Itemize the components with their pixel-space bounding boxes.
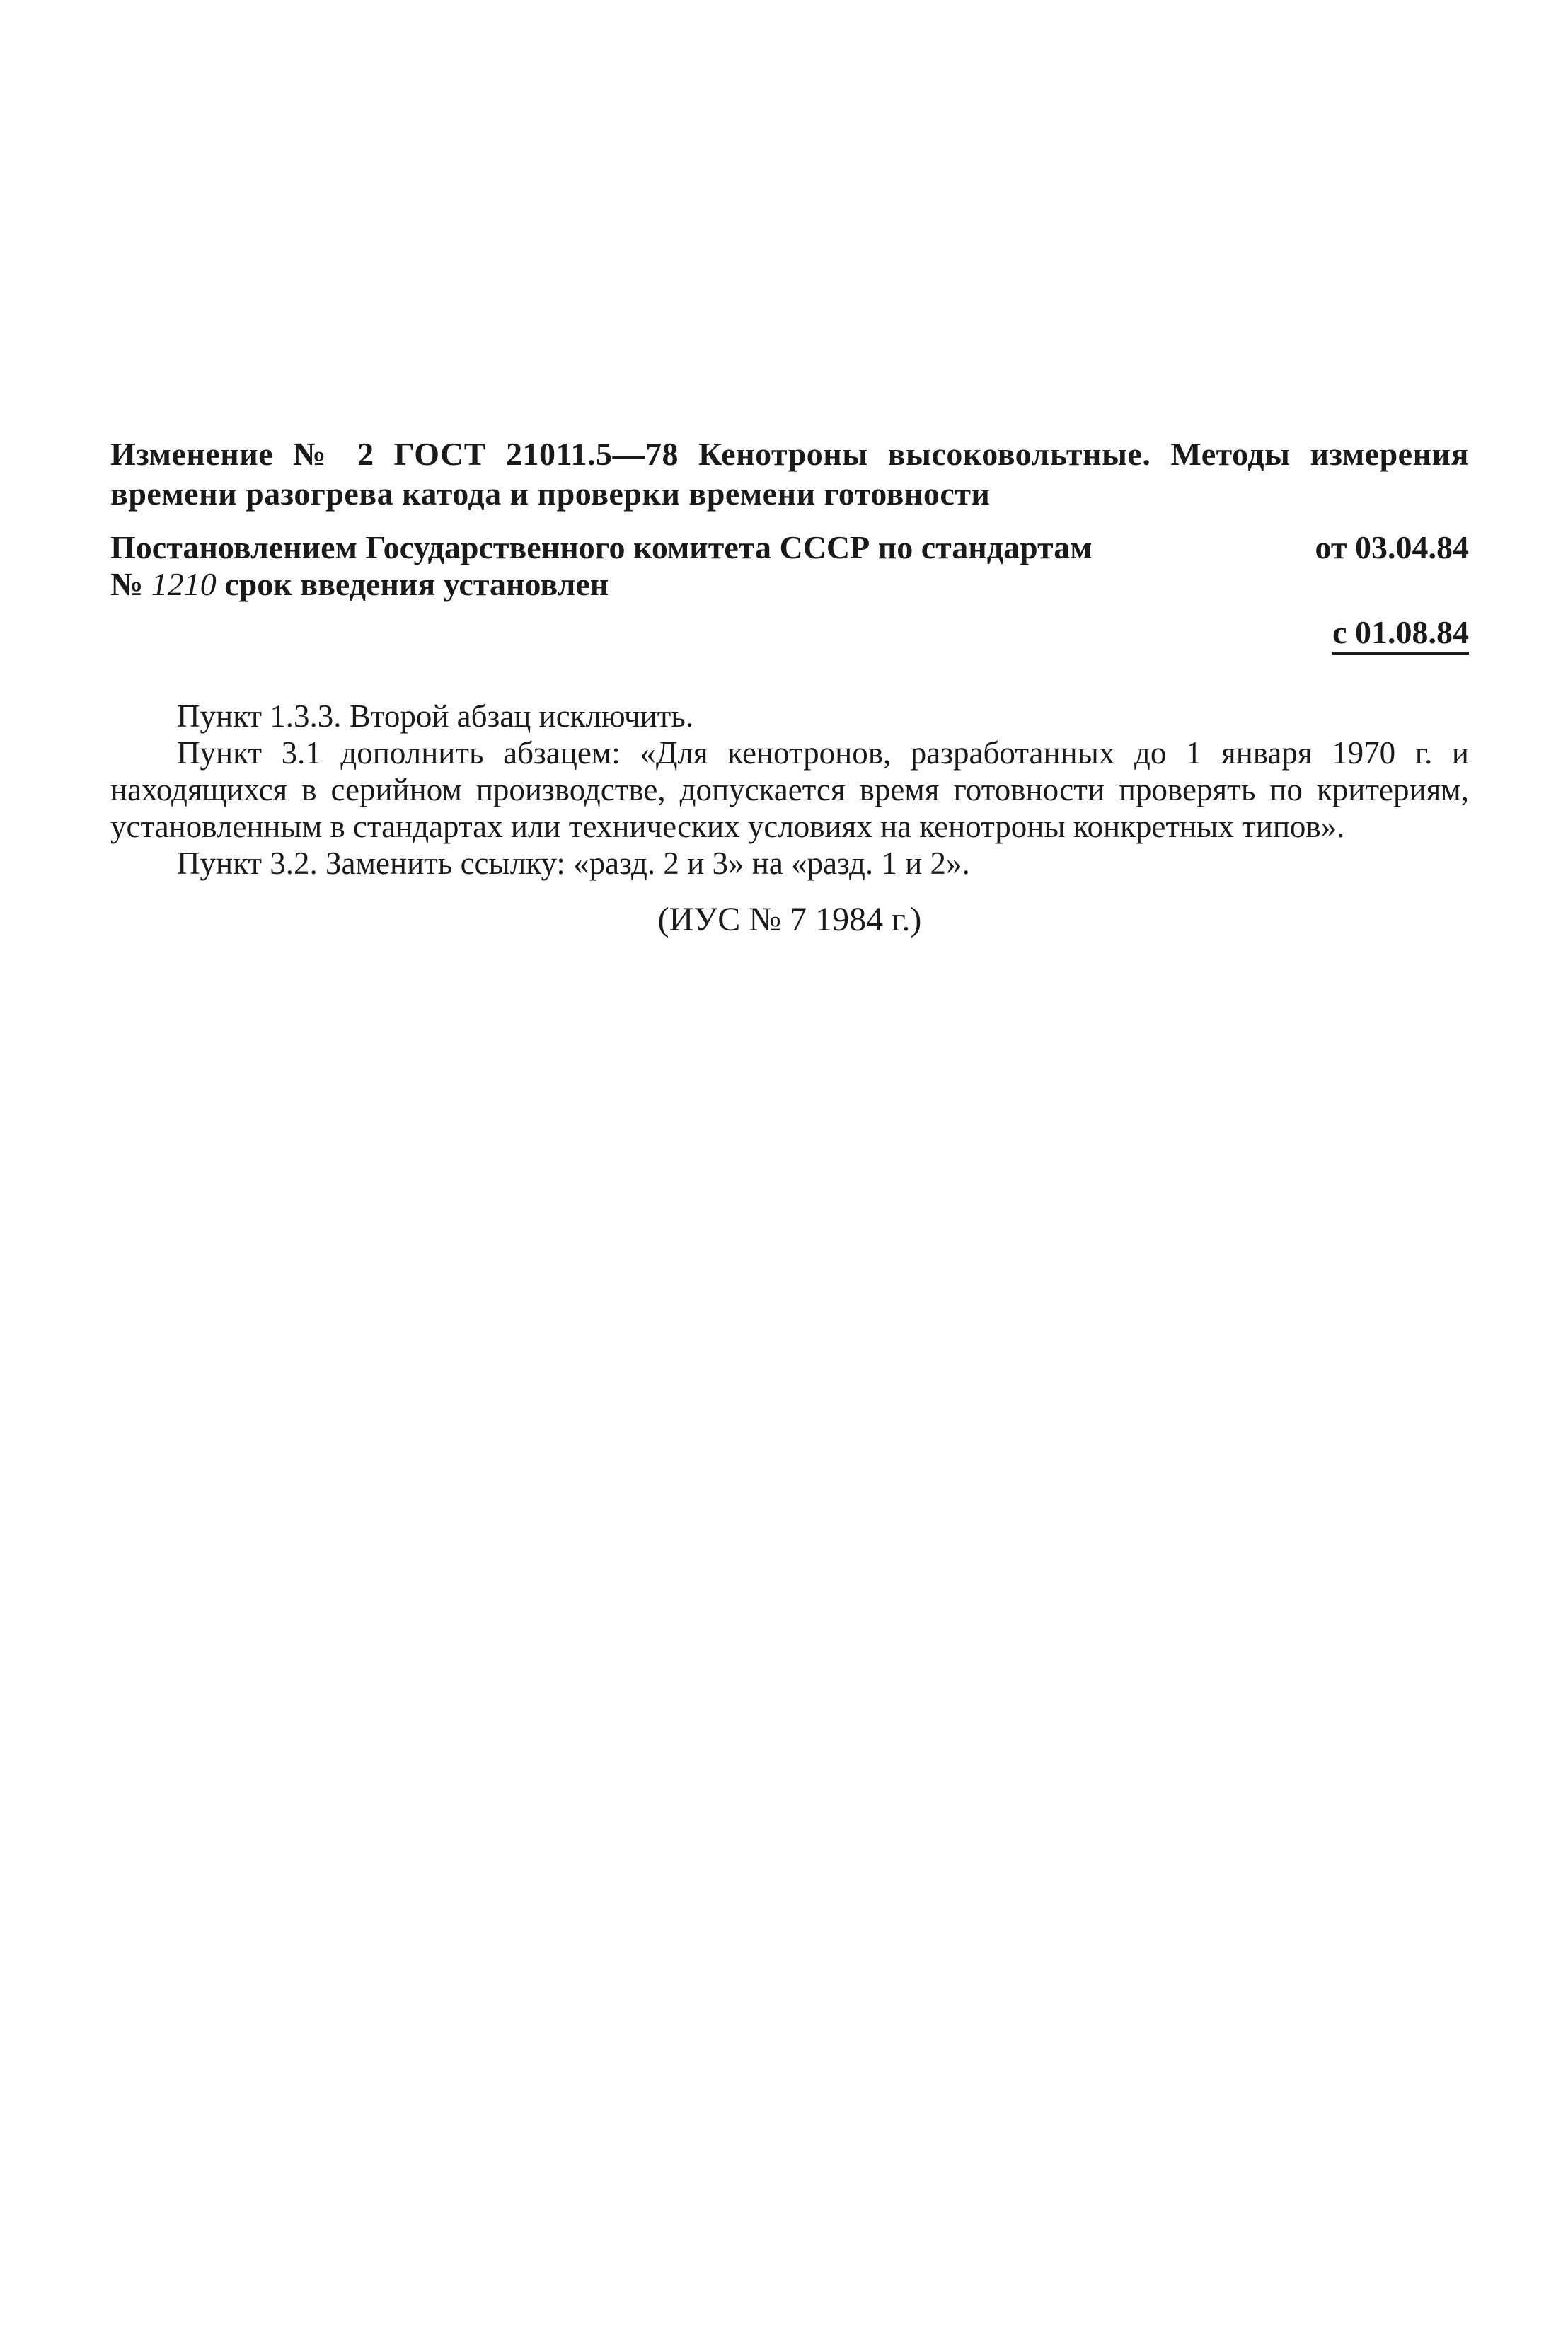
- decree-authority: Постановлением Государственного комитета СССР по стандартам: [110, 529, 1093, 565]
- amendment-item-2: Пункт 3.1 дополнить абзацем: «Для кенотронов, разработанных до 1 января 1970 г. и находящихся в серийном производстве, допускается время готовности проверять по критериям, установленным в стандартах или технических условиях на кенотроны конкретных типов».: [110, 735, 1469, 844]
- decree-block: [110, 529, 1469, 603]
- decree-number-sign: №: [110, 566, 144, 602]
- document-page: [110, 434, 1469, 941]
- source-reference: (ИУС № 7 1984 г.): [657, 901, 922, 938]
- effective-date: с 01.08.84: [1332, 614, 1469, 655]
- decree-line-2: [110, 566, 1469, 603]
- amendment-item-1: Пункт 1.3.3. Второй абзац исключить.: [177, 698, 694, 734]
- decree-date: от 03.04.84: [1315, 529, 1469, 565]
- decree-effective-label: срок введения установлен: [224, 566, 609, 602]
- amendment-title: Изменение № 2 ГОСТ 21011.5—78 Кенотроны высоковольтные. Методы измерения времени разогрева катода и проверки времени готовности: [110, 436, 1469, 512]
- amendment-body: [110, 698, 1469, 882]
- decree-line-1: [110, 529, 1469, 566]
- amendment-item-3: Пункт 3.2. Заменить ссылку: «разд. 2 и 3» на «разд. 1 и 2».: [177, 846, 970, 881]
- decree-number: 1210: [151, 566, 217, 602]
- effective-date-row: [110, 613, 1469, 652]
